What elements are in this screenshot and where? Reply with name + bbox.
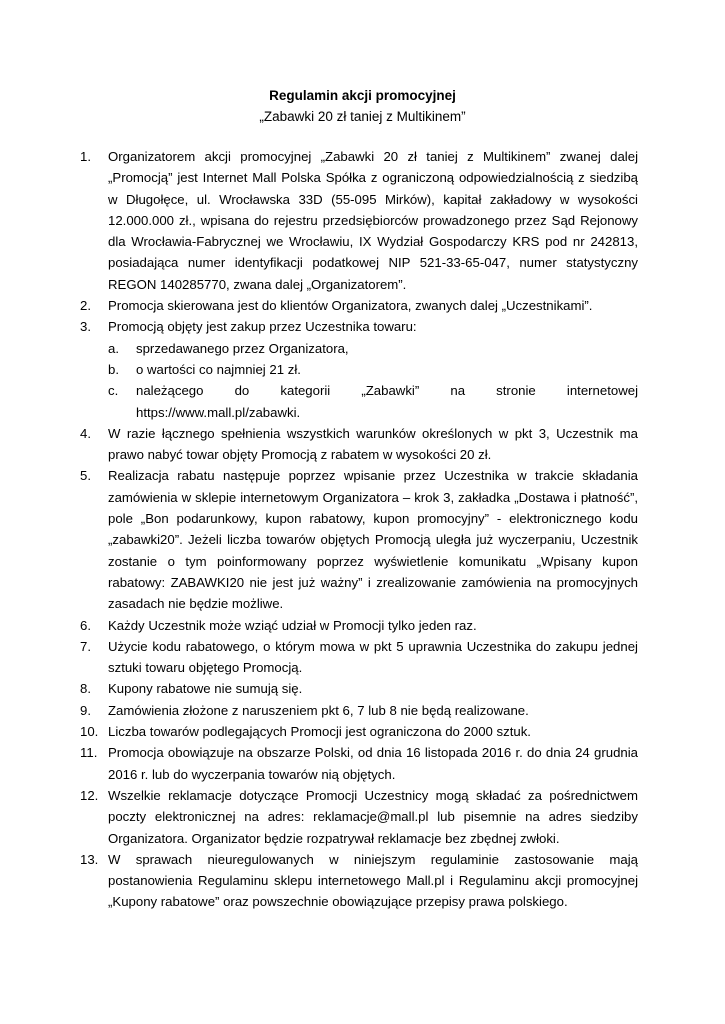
item-number: 5. bbox=[80, 468, 91, 484]
item-text: Liczba towarów podlegających Promocji jest ograniczona do 2000 sztuk. bbox=[108, 724, 531, 740]
item-number: 11. bbox=[80, 745, 98, 761]
sub-item-text: należącego do kategorii „Zabawki” na stronie internetowej https://www.mall.pl/zabawki. bbox=[136, 383, 638, 420]
item-number: 13. bbox=[80, 851, 99, 867]
list-item bbox=[80, 721, 638, 742]
item-text: Promocja skierowana jest do klientów Organizatora, zwanych dalej „Uczestnikami”. bbox=[108, 298, 593, 314]
item-number: 7. bbox=[80, 638, 91, 654]
list-item bbox=[80, 615, 638, 636]
item-text: W sprawach nieuregulowanych w niniejszym regulaminie zastosowanie mają postanowienia Regulaminu sklepu internetowego Mall.pl i Regulaminu akcji promocyjnej „Kupony rabatowe” oraz powszechnie obowiązujące przepisy prawa polskiego. bbox=[108, 851, 638, 910]
item-number: 2. bbox=[80, 298, 91, 314]
item-number: 4. bbox=[80, 425, 91, 441]
item-text: Każdy Uczestnik może wziąć udział w Promocji tylko jeden raz. bbox=[108, 617, 477, 633]
item-text: Użycie kodu rabatowego, o którym mowa w pkt 5 uprawnia Uczestnika do zakupu jednej sztuki towaru objętego Promocją. bbox=[108, 638, 638, 676]
regulations-list bbox=[80, 146, 638, 913]
sub-item-letter: c. bbox=[108, 383, 119, 399]
item-number: 3. bbox=[80, 319, 91, 335]
list-item bbox=[80, 423, 638, 466]
item-number: 6. bbox=[80, 617, 91, 633]
sub-list-item bbox=[108, 359, 638, 380]
list-item bbox=[80, 700, 638, 721]
item-number: 9. bbox=[80, 702, 91, 718]
item-number: 1. bbox=[80, 149, 91, 164]
item-number: 10. bbox=[80, 724, 99, 740]
item-number: 8. bbox=[80, 681, 91, 697]
list-item bbox=[80, 849, 638, 913]
document-title: Regulamin akcji promocyjnej bbox=[269, 88, 456, 103]
sub-list bbox=[108, 338, 638, 423]
list-item bbox=[80, 295, 638, 316]
item-text: W razie łącznego spełnienia wszystkich warunków określonych w pkt 3, Uczestnik ma prawo nabyć towar objęty Promocją z rabatem w wysokości 20 zł. bbox=[108, 425, 638, 463]
item-text: Wszelkie reklamacje dotyczące Promocji Uczestnicy mogą składać za pośrednictwem poczty elektronicznej na adres: reklamacje@mall.pl lub pisemnie na adres siedziby Organizatora. Organizator będzie rozpatrywał reklamacje bez zbędnej zwłoki. bbox=[108, 787, 638, 846]
document-subtitle: „Zabawki 20 zł taniej z Multikinem” bbox=[259, 109, 466, 124]
list-item bbox=[80, 678, 638, 699]
sub-item-text: sprzedawanego przez Organizatora, bbox=[136, 340, 349, 356]
item-text: Promocją objęty jest zakup przez Uczestnika towaru: bbox=[108, 319, 417, 335]
list-item bbox=[80, 316, 638, 422]
list-item bbox=[80, 742, 638, 785]
item-number: 12. bbox=[80, 787, 99, 803]
item-text: Promocja obowiązuje na obszarze Polski, od dnia 16 listopada 2016 r. do dnia 24 grudnia 2016 r. lub do wyczerpania towarów nią objętych. bbox=[108, 745, 638, 782]
item-text: Realizacja rabatu następuje poprzez wpisanie przez Uczestnika w trakcie składania zamówienia w sklepie internetowym Organizatora – krok 3, zakładka „Dostawa i płatność”, pole „Bon podarunkowy, kupon rabatowy, kupon promocyjny” - elektronicznego kodu „zabawki20”. Jeżeli liczba towarów objętych Promocją uległa już wyczerpaniu, Uczestnik zostanie o tym poinformowany poprzez wyświetlenie komunikatu „Wpisany kupon rabatowy: ZABAWKI20 nie jest już ważny” i zrealizowanie zamówienia na promocyjnych zasadach nie będzie możliwe. bbox=[108, 468, 638, 612]
sub-item-letter: a. bbox=[108, 340, 119, 356]
sub-list-item bbox=[108, 338, 638, 359]
list-item bbox=[80, 636, 638, 679]
list-item bbox=[80, 785, 638, 849]
item-text: Organizatorem akcji promocyjnej „Zabawki 20 zł taniej z Multikinem” zwanej dalej „Promocją” jest Internet Mall Polska Spółka z ograniczoną odpowiedzialnością z siedzibą w Długołęce, ul. Wrocławska 33D (55-095 Mirków), kapitał zakładowy w wysokości 12.000.000 zł., wpisana do rejestru przedsiębiorców prowadzonego przez Sąd Rejonowy dla Wrocławia-Fabrycznej we Wrocławiu, IX Wydział Gospodarczy KRS pod nr 242813, posiadająca numer identyfikacji podatkowej NIP 521-33-65-047, numer statystyczny REGON 140285770, zwana dalej „Organizatorem”. bbox=[108, 149, 638, 292]
list-item bbox=[80, 146, 638, 295]
list-item bbox=[80, 465, 638, 614]
sub-item-text: o wartości co najmniej 21 zł. bbox=[136, 361, 301, 377]
sub-item-letter: b. bbox=[108, 361, 119, 377]
item-text: Zamówienia złożone z naruszeniem pkt 6, 7 lub 8 nie będą realizowane. bbox=[108, 702, 529, 718]
item-text: Kupony rabatowe nie sumują się. bbox=[108, 681, 303, 697]
sub-list-item bbox=[108, 380, 638, 423]
